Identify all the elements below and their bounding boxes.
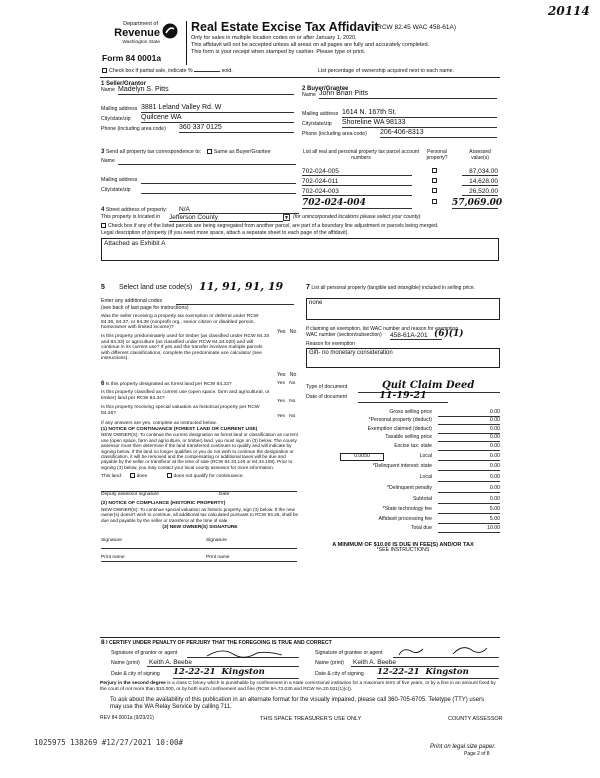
notice-3-title: (3) NEW OWNER(S) SIGNATURE — [162, 524, 238, 530]
notice-1-text: NEW OWNER(S): To continue the current designation as forest land or classification as current use (open space, farm and agriculture, or timber) land, you must sign on (3) below. The county assessor must then determine if the land transferred continues to qualify and will indicate by signing below. If the land no longer qualifies or you do not wish to continue the designation or classification, it will be removed and the compensating or additional taxes will be due and payable by the seller or transferor at the time of sale (RCW 84.33.140 or 84.34.108). Prior to signing (3) below, you may contact your local county assessor for more information. — [101, 432, 298, 470]
seller-mailing-field[interactable]: 3881 Leland Valley Rd. W — [141, 104, 294, 113]
form-number: Form 84 0001a — [102, 53, 162, 63]
deputy-signature-label: Deputy assessor signature — [101, 492, 159, 498]
segregated-label: Check box if any of the listed parcels are being segregated from another parcel, are part of a boundary line adjustment or parcels being merged. — [108, 222, 439, 229]
section-1-seller: 1 Seller/Grantor Name Madelyn S. Pitts Mailing address 3881 Leland Valley Rd. W City/state/zip Quilcene WA Phone (including area code) 360 337 0125 — [101, 81, 297, 137]
new-owner-print-label: Print name — [101, 554, 125, 560]
land-use-codes[interactable]: 11, 91, 91, 19 — [199, 280, 284, 293]
seller-title: Seller/Grantor — [106, 81, 147, 87]
grantor-signature-label: Signature of grantor or agent — [111, 650, 178, 656]
form-rcw: (RCW 82.45 WAC 458-61A) — [375, 24, 457, 31]
calc-value[interactable]: 5.00 — [438, 517, 500, 524]
no-label: No — [289, 329, 297, 335]
section-3-correspondence: 3 Send all property tax correspondence to: Same as Buyer/Grantee Name Mailing address City/state/zip — [101, 149, 299, 198]
seller-name-label: Name — [101, 86, 115, 93]
seller-city-field[interactable]: Quilcene WA — [141, 114, 294, 123]
calc-row — [306, 515, 500, 525]
street-label: Street address of property: — [105, 207, 168, 213]
buyer-mailing-label: Mailing address — [302, 110, 339, 117]
personal-property-label: List all personal property (tangible and intangible) included in selling price. — [311, 285, 476, 291]
calc-row — [306, 483, 500, 494]
yes-label: Yes — [277, 414, 285, 419]
if-yes-note: If any answers are yes, complete as instructed below. — [101, 421, 217, 426]
parcel-value[interactable]: 14,628.00 — [462, 178, 498, 186]
correspondence-label: Send all property tax correspondence to: — [105, 149, 202, 155]
wac-label: WAC number (section/subsection) — [306, 331, 382, 338]
dor-logo — [100, 21, 180, 45]
calc-row — [306, 444, 500, 452]
q1-yes-no — [277, 330, 296, 336]
parcels-col-personal: Personal property? — [426, 149, 448, 161]
grantee-date-label: Date & city of signing — [315, 671, 364, 677]
local-rate-box[interactable]: 0.0050 — [340, 453, 384, 461]
unincorporated-note: (for unincorporated locations please select your county) — [293, 214, 421, 220]
land-use-label: Select land use code(s) — [119, 284, 193, 291]
perjury-text: is a class C felony which is punishable by confinement in a state correctional institution for a maximum term of five years, or by a fine in an amount fixed by the court of not more than $10,000, or by both such confinement and fine (RCW 9A.72.030 and RCW 9A.20.021(1)(c)). — [100, 681, 496, 692]
calc-label: Excise tax: state — [394, 442, 432, 449]
perjury-bold: Perjury in the second degree — [100, 681, 166, 686]
corr-name-field[interactable] — [118, 164, 296, 165]
partial-sale-checkbox[interactable] — [102, 68, 107, 73]
forest-question: Is this property designated as forest land per RCW 84.33? — [105, 382, 232, 387]
grantor-signature-field[interactable] — [187, 649, 299, 658]
grantor-name-label: Name (print) — [111, 660, 140, 666]
corr-city-label: City/state/zip — [101, 186, 131, 193]
does-not-checkbox[interactable] — [167, 473, 172, 478]
tax-calc — [306, 410, 500, 554]
section-8: 8 I CERTIFY UNDER PENALTY OF PERJURY THAT THE FOREGOING IS TRUE AND CORRECT Signature of grantor or agent Signature of grantee or agent Name (print) Keith A. Beebe Name (print) Keith A. Beebe Date & city of signing 12-22-21 Kingston Date & city of signing 12-22-21 Kingston — [101, 639, 500, 680]
calc-label: *Personal property (deduct) — [368, 417, 432, 424]
buyer-phone-field[interactable]: 206-406-8313 — [380, 129, 497, 138]
calc-value[interactable]: 5.00 — [438, 507, 500, 514]
buyer-phone-label: Phone (including area code) — [302, 130, 367, 137]
table-row — [302, 168, 500, 178]
parcel-value[interactable]: 87,034.00 — [462, 168, 498, 176]
wac-subsection-handwritten: (6)(1) — [434, 328, 464, 339]
new-owner-signature-label: Signature — [101, 537, 122, 543]
local-label: Local — [419, 452, 432, 459]
grantor-city: Kingston — [221, 667, 265, 677]
personal-checkbox[interactable] — [432, 188, 439, 195]
personal-property-box[interactable]: none — [306, 298, 500, 320]
partial-sale-row — [102, 68, 233, 74]
assessor-note: COUNTY ASSESSOR — [448, 716, 503, 722]
section-5-land-use: 5 Select land use code(s) 11, 91, 91, 19 Enter any additional codes (see back of last page for instructions) Was the seller receiving a property tax exemption or deferral under RCW 84.36, 84.37, or 84.38 (nonprofit org., senior citizen or disabled person, homeowner with limited income)? Yes No Is this property predominately used for timber (as classified under RCW 84.34 and 84.33) or agriculture (as classified under RCW 84.34.020) and will continue in its current use? If yes and the transfer involves multiple parcels with different classifications, complete the predominate use calculator (see instructions). Yes No — [101, 284, 301, 362]
exemption-question: Was the seller receiving a property tax exemption or deferral under RCW 84.36, 84.37, or 84.38 (nonprofit org., senior citizen or disabled person, homeowner with limited income)? — [101, 314, 259, 331]
grantee-city: Kingston — [425, 667, 469, 677]
parcel-value[interactable]: 26,520.00 — [462, 188, 498, 196]
calc-row — [306, 494, 500, 505]
header-rule — [100, 77, 500, 78]
parcel-number[interactable]: 702-024-003 — [302, 188, 412, 196]
grantee-signature-label: Signature of grantee or agent — [315, 650, 383, 656]
calc-value[interactable]: 0.00 — [438, 410, 500, 417]
personal-checkbox[interactable] — [432, 178, 439, 185]
calc-row — [306, 524, 500, 534]
partial-sale-label: Check box if partial sale, indicate % — [109, 68, 193, 74]
county-select[interactable]: Jefferson County — [169, 214, 283, 222]
parcels-col-assessed: Assessed value(s) — [469, 149, 491, 161]
doc-date-field[interactable]: 11-19-21 — [358, 391, 448, 403]
table-row — [302, 178, 500, 188]
additional-codes-field[interactable] — [176, 304, 294, 305]
section-7: 7 List all personal property (tangible and intangible) included in selling price. none If claiming an exemption, list WAC number and reason for exemption. WAC number (section/subsection) 458-61A-201 (6)(1) Reason for exemption Gift- no monetary consideration — [306, 284, 500, 368]
parcel-number[interactable]: 702-024-004 — [302, 198, 412, 209]
section-2-buyer: 2 Buyer/Grantee Name John Brian Pitts Mailing address 1614 N. 167th St. City/state/zip Shoreline WA 98133 Phone (including area code) 206-406-8313 — [302, 86, 498, 142]
corr-mailing-field[interactable] — [141, 183, 296, 184]
same-as-buyer-checkbox[interactable] — [207, 149, 212, 154]
header-divider — [186, 21, 187, 65]
buyer-mailing-field[interactable]: 1614 N. 167th St. — [342, 109, 497, 118]
logo-mark-icon — [162, 23, 178, 39]
calc-label: *Delinquent interest: state — [372, 462, 432, 469]
grantee-name-label: Name (print) — [315, 660, 344, 666]
segregated-checkbox[interactable] — [101, 223, 106, 228]
parcels-rows — [302, 168, 503, 210]
parcel-number[interactable]: 702-024-005 — [302, 168, 412, 176]
q2-yes-no — [277, 373, 296, 379]
grantee-date: 12-22-21 — [377, 667, 420, 677]
table-row — [302, 188, 500, 198]
no-label: No — [289, 414, 296, 419]
calc-row — [306, 472, 500, 483]
seller-phone-label: Phone (including area code) — [101, 125, 166, 132]
treasurer-note: THIS SPACE TREASURER'S USE ONLY — [260, 716, 362, 722]
parcel-value[interactable]: 57,069.00 — [452, 198, 503, 208]
seller-phone-field[interactable]: 360 337 0125 — [179, 124, 294, 133]
corr-name-label: Name — [101, 157, 115, 164]
calc-label: Total due — [410, 525, 432, 532]
historic-question: Is this property receiving special valuation as historical property per RCW 84.26? — [101, 405, 260, 416]
seller-city-label: City/state/zip — [101, 115, 131, 122]
handwritten-file-number: 20114 — [548, 4, 590, 18]
logo-dept-of: Department of — [123, 21, 158, 27]
buyer-name-field[interactable]: John Brian Pitts — [319, 90, 497, 99]
header-note-1: Only for sales in multiple location codes on or after January 1, 2020. — [191, 35, 357, 41]
calc-row — [306, 505, 500, 515]
new-owner-signature-label-2: Signature — [206, 537, 227, 543]
doc-type-label: Type of document — [306, 384, 348, 390]
see-back-note: (see back of last page for instructions) — [101, 305, 189, 311]
partial-sale-sold: sold. — [221, 68, 233, 74]
parcels-col-account: List all real and personal property tax parcel account numbers — [303, 149, 419, 161]
calc-label: *Delinquent penalty — [387, 485, 432, 492]
parcel-number[interactable]: 702-024-011 — [302, 178, 412, 186]
accessibility-note: To ask about the availability of this publication in an alternate format for the visually impaired, please call 360-705-6705. Teletype (TTY) users may use the WA Relay Service by calling 711. — [110, 697, 485, 710]
personal-checkbox[interactable] — [432, 168, 439, 175]
legal-paper-note: Print on legal size paper. — [430, 744, 496, 750]
legal-label: Legal description of property (if you need more space, attach a separate sheet to each page of the affidavit). — [101, 230, 349, 236]
section-4-property: 4 Street address of property: N/A This property is located in Jefferson County ▼ (for unincorporated locations please select your county) Check box if any of the listed parcels are being segregated from another parcel, are part of a boundary line adjustment or parcels being merged. Legal description of property (if you need more space, attach a separate sheet to each page of the affidavit). Attached as Exhibit A — [101, 207, 500, 261]
no-label: No — [289, 399, 296, 404]
calc-value[interactable]: 0.00 — [438, 464, 500, 471]
seller-mailing-label: Mailing address — [101, 105, 138, 112]
yes-label: Yes — [277, 399, 285, 404]
reason-box[interactable]: Gift- no monetary consideration — [306, 348, 500, 368]
logo-revenue: Revenue — [114, 27, 160, 40]
buyer-title: Buyer/Grantee — [307, 86, 349, 92]
calc-label: Gross selling price — [389, 409, 432, 415]
seller-name-field[interactable]: Madelyn S. Pitts — [118, 86, 294, 95]
grantor-date: 12-22-21 — [173, 667, 216, 677]
grantee-signature-field[interactable] — [393, 649, 499, 658]
calc-value[interactable]: 0.00 — [438, 427, 500, 434]
no-label: No — [289, 381, 296, 386]
timber-question: Is this property predominately used for timber (as classified under RCW 84.34 and 84.33) or agriculture (as classified under RCW 84.34.020) and will continue in its current use? If yes and the transfer involves multiple parcels with different classifications, complete the predominate use calculator (see instructions). — [101, 333, 270, 362]
perjury-note — [100, 681, 500, 692]
grantor-date-label: Date & city of signing — [111, 671, 160, 677]
doc-date-label: Date of document — [306, 394, 347, 400]
calc-value[interactable]: 0.00 — [438, 475, 500, 482]
local-value[interactable]: 0.00 — [438, 454, 500, 461]
calc-value[interactable]: 0.00 — [438, 497, 500, 504]
notice-1-title: (1) NOTICE OF CONTINUANCE (FOREST LAND OR CURRENT USE) — [101, 426, 258, 432]
header-note-3: This form is your receipt when stamped by cashier. Please type or print. — [191, 49, 366, 55]
personal-checkbox[interactable] — [432, 199, 439, 206]
grantee-date-field[interactable] — [377, 668, 499, 679]
ownership-note: List percentage of ownership acquired next to each name. — [318, 68, 455, 74]
new-owner-print-label-2: Print name — [206, 554, 230, 560]
calc-label: Subtotal — [412, 496, 432, 503]
calc-value[interactable]: 0.00 — [438, 486, 500, 493]
doc-type-field[interactable]: Quit Claim Deed — [358, 380, 500, 393]
wac-field[interactable]: 458-61A-201 — [390, 332, 442, 340]
corr-city-field[interactable] — [141, 193, 296, 194]
yes-label: Yes — [277, 381, 285, 386]
notice-2-text: NEW OWNER(S): To continue special valuation as historic property, sign (3) below. If the new owner(s) doesn't wish to continue, all additional tax calculated pursuant to RCW 84.26, shall be due and payable by the seller or transferor at the time of sale. — [101, 506, 299, 523]
does-not-label: does not qualify for continuance. — [173, 473, 244, 479]
header-note-2: This affidavit will not be accepted unless all areas on all pages are fully and accurately completed. — [191, 42, 430, 48]
street-field[interactable]: N/A — [179, 206, 299, 214]
grantee-name-field[interactable]: Keith A. Beebe — [351, 659, 499, 667]
legal-description-box[interactable]: Attached as Exhibit A — [101, 238, 499, 261]
calc-value[interactable]: 0.00 — [438, 435, 500, 442]
form-title: Real Estate Excise Tax Affidavit — [191, 20, 379, 34]
grantor-signature-scribble — [187, 649, 299, 658]
calc-value[interactable]: 0.00 — [438, 444, 500, 451]
rev-number: REV 84 0001a (9/23/21) — [100, 715, 154, 721]
yes-label: Yes — [277, 372, 286, 378]
calc-label: Taxable selling price — [385, 434, 432, 441]
calc-label: Local — [419, 474, 432, 481]
current-use-question: Is this property classified as current use (open space, farm and agricultural, or timber) land per RCW 84.34? — [101, 390, 270, 401]
exemption-label: If claiming an exemption, list WAC number and reason for exemption. — [306, 326, 460, 332]
reason-label: Reason for exemption — [306, 340, 355, 347]
same-as-buyer-label: Same as Buyer/Grantee — [213, 149, 271, 155]
partial-sale-percent-field[interactable] — [194, 71, 220, 72]
section-6: 6 Is this property designated as forest land per RCW 84.33? Yes No Is this property classified as current use (open space, farm and agricultural, or timber) land per RCW 84.34? Yes No Is this property receiving special valuation as historical property per RCW 84.26? Yes No If any answers are yes, complete as instructed below. (1) NOTICE OF CONTINUANCE (FOREST LAND OR CURRENT USE) NEW OWNER(S): To continue the current designation as forest land or classification as current use (open space, farm and agriculture, or timber) land, you must sign on (3) below. The county assessor must then determine if the land transferred continues to qualify and will indicate by signing below. If the land no longer qualifies or you do not wish to continue the designation or classification, it will be removed and the compensating or additional taxes will be due and payable by the seller or transferor at the time of sale (RCW 84.33.140 or 84.34.108). Prior to signing (3) below, you may contact your local county assessor for more information. This land: does does not qualify for continuance. Deputy assessor signature Date (2) NOTICE OF COMPLIANCE (HISTORIC PROPERTY) NEW OWNER(S): To continue special valuation as historic property, sign (3) below. If the new owner(s) doesn't wish to continue, all additional tax calculated pursuant to RCW 84.26, shall be due and payable by the seller or transferor at the time of sale. (3) NEW OWNER(S) SIGNATURE Signature Signature Print name Print name — [101, 381, 301, 562]
minimum-due: A MINIMUM OF $10.00 IS DUE IN FEE(S) AND/OR TAX — [332, 541, 474, 548]
deputy-date-label: Date — [219, 492, 230, 498]
yes-label: Yes — [277, 329, 286, 335]
see-instructions: *SEE INSTRUCTIONS — [376, 547, 430, 554]
does-label: does — [136, 473, 148, 479]
county-dropdown-icon[interactable]: ▼ — [284, 215, 289, 221]
grantor-date-field[interactable] — [173, 668, 299, 679]
grantee-signature-scribble — [393, 645, 499, 657]
section-8-rule — [100, 637, 500, 638]
document-info — [306, 380, 500, 405]
no-label: No — [289, 372, 297, 378]
buyer-city-label: City/state/zip — [302, 120, 332, 127]
calc-label: Exemption claimed (deduct) — [367, 425, 432, 432]
recording-stamp: 1025975 138269 #12/27/2021 10:00# — [34, 738, 184, 747]
buyer-name-label: Name — [302, 91, 316, 98]
notice-2-title: (2) NOTICE OF COMPLIANCE (HISTORIC PROPERTY) — [101, 501, 226, 507]
corr-mailing-label: Mailing address — [101, 176, 138, 183]
logo-state: Washington State — [122, 39, 160, 45]
buyer-city-field[interactable]: Shoreline WA 98133 — [342, 119, 497, 128]
located-label: This property is located in — [101, 214, 161, 220]
calc-label: *State technology fee — [382, 506, 432, 513]
calc-label: Affidavit processing fee — [378, 515, 432, 522]
certify-text: I CERTIFY UNDER PENALTY OF PERJURY THAT THE FOREGOING IS TRUE AND CORRECT — [106, 640, 332, 646]
this-land-label: This land: — [101, 473, 123, 479]
calc-value[interactable]: 10.00 — [438, 526, 500, 533]
additional-codes-label: Enter any additional codes — [101, 298, 163, 304]
does-checkbox[interactable] — [130, 473, 135, 478]
grantor-name-field[interactable]: Keith A. Beebe — [147, 659, 299, 667]
calc-row — [306, 464, 500, 472]
page-number: Page 2 of 8 — [464, 751, 490, 757]
calc-value[interactable]: 0.00 — [438, 418, 500, 425]
